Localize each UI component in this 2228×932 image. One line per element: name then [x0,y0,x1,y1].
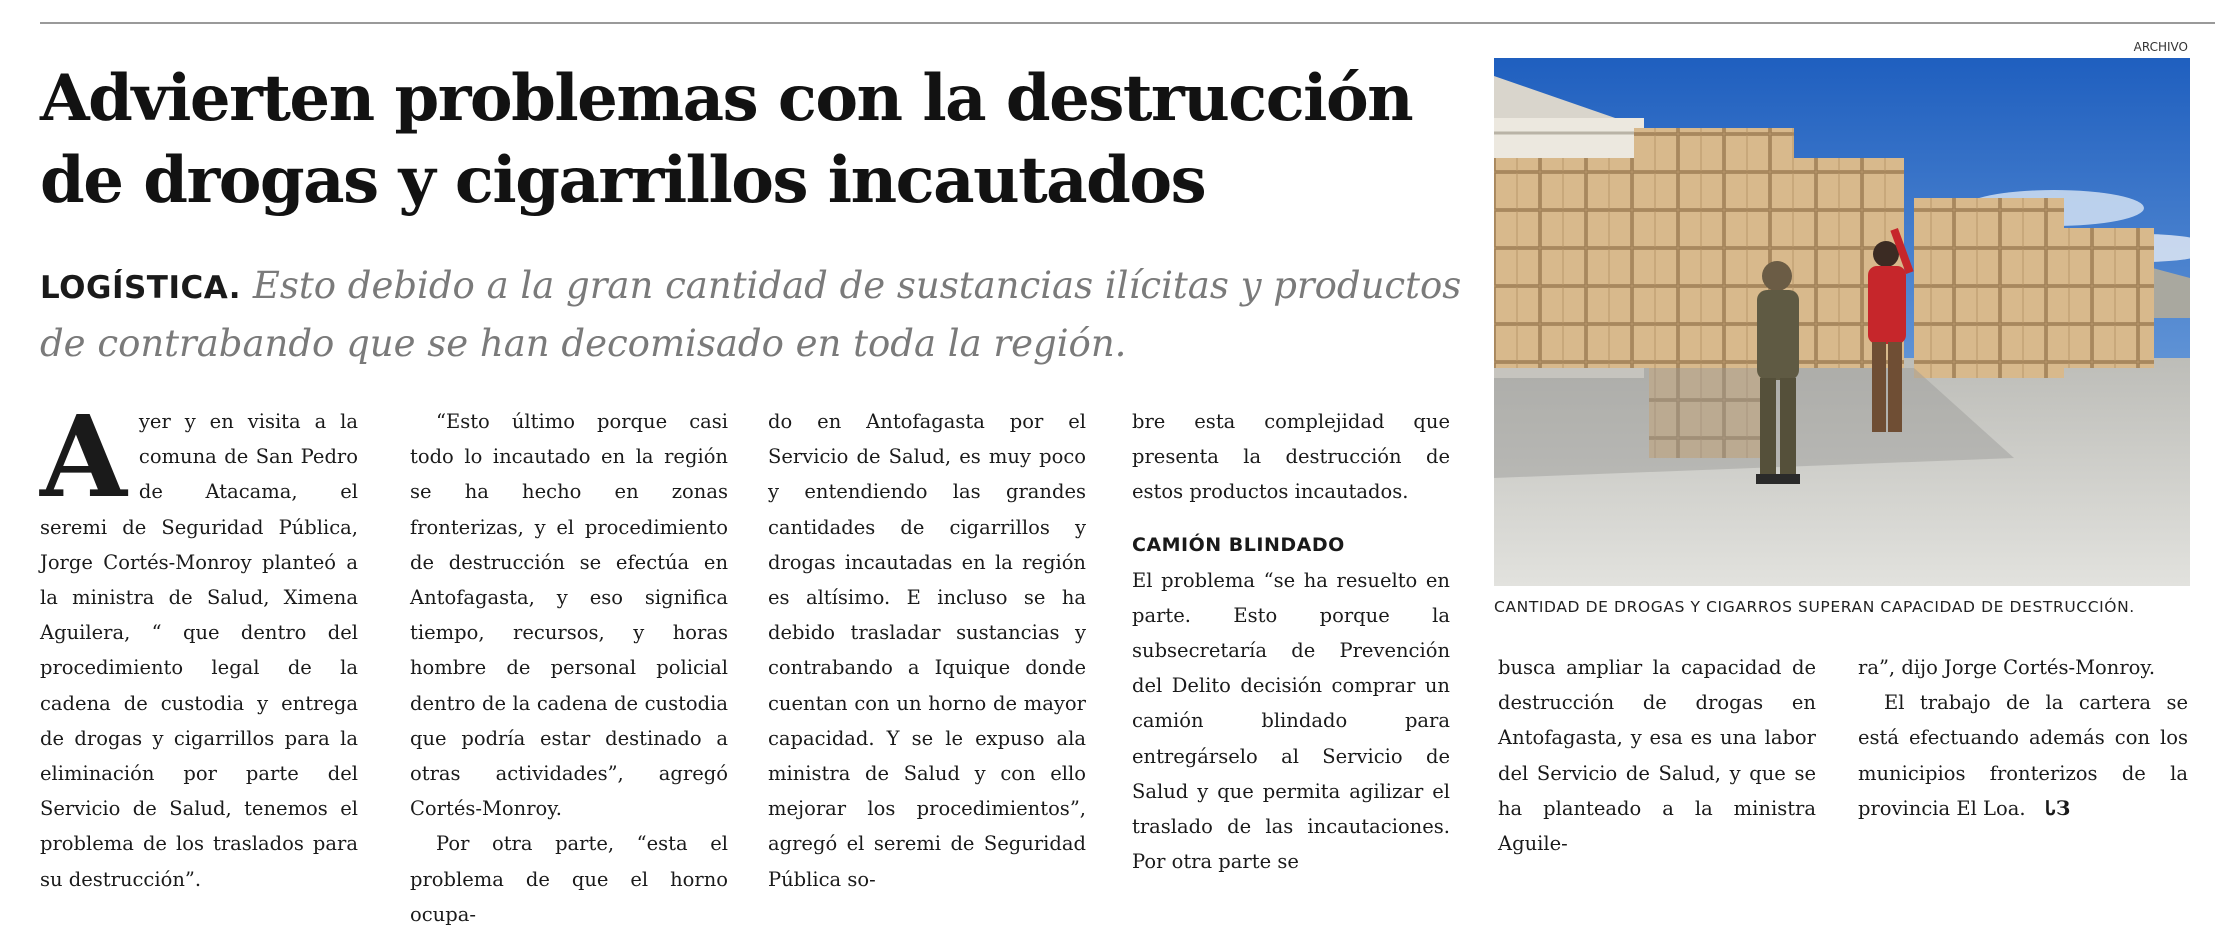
deck [40,258,1480,372]
col4-paragraph-2: El problema “se ha resuelto en parte. Esto porque la subsecretaría de Prevención del Delito decisión comprar un camión blindado para entregárselo al Servicio de Salud y que permita agilizar el traslado de las incautaciones. Por otra parte se [1132,568,1450,874]
dropcap: A [40,392,127,523]
col5-paragraph: busca ampliar la capacidad de destrucción de drogas en Antofagasta, y esa es una labor del Servicio de Salud, y que se ha planteado a la ministra Aguile- [1498,656,1816,856]
col6-paragraph-2 [1858,685,2188,826]
headline [40,58,1460,222]
body-column-6 [1858,650,2188,826]
col1-paragraph: yer y en visita a la comuna de San Pedro de Atacama, el seremi de Seguridad Pública, Jorge Cortés-Monroy planteó a la ministra de Salud, Ximena Aguilera, “ que dentro del procedimiento legal de la cadena de custodia y entrega de drogas y cigarrillos para la eliminación por parte del Servicio de Salud, tenemos el problema de los traslados para su destrucción”. [40,410,358,891]
photo-credit: ARCHIVO [2133,40,2188,54]
col4-paragraph-1: bre esta complejidad que presenta la destrucción de estos productos incautados. [1132,410,1450,504]
headline-line-2: de drogas y cigarrillos incautados [40,143,1206,218]
col6-paragraph-2-text: El trabajo de la cartera se está efectuando además con los municipios fronterizos de la provincia El Loa. [1858,691,2188,820]
top-rule [40,22,2215,24]
end-mark: ᏓЗ [2045,795,2071,820]
body-column-5 [1498,650,1816,861]
col2-paragraph-1: “Esto último porque casi todo lo incautado en la región se ha hecho en zonas fronterizas, y el procedimiento de destrucción se efectúa en Antofagasta, y eso significa tiempo, recursos, y horas hombre de personal policial dentro de la cadena de custodia que podría estar destinado a otras actividades”, agregó Cortés-Monroy. [410,410,728,821]
col6-paragraph-1: ra”, dijo Jorge Cortés-Monroy. [1858,656,2156,679]
body-column-3 [768,404,1086,897]
deck-text: Esto debido a la gran cantidad de sustancias ilícitas y productos de contrabando que se han decomisado en toda la región. [40,264,1462,365]
body-column-1 [40,392,358,897]
body-column-2 [410,404,728,932]
subhead: CAMIÓN BLINDADO [1132,533,1345,556]
headline-line-1: Advierten problemas con la destrucción [40,61,1413,136]
col2-paragraph-2: Por otra parte, “esta el problema de que el horno ocupa- [410,832,728,926]
photo-caption: CANTIDAD DE DROGAS Y CIGARROS SUPERAN CAPACIDAD DE DESTRUCCIÓN. [1494,598,2135,616]
news-photo [1494,58,2190,586]
col3-paragraph: do en Antofagasta por el Servicio de Salud, es muy poco y entendiendo las grandes cantidades de cigarrillos y drogas incautadas en la región es altísimo. E incluso se ha debido trasladar sustancias y contrabando a Iquique donde cuentan con un horno de mayor capacidad. Y se le expuso ala ministra de Salud y con ello mejorar los procedimientos”, agregó el seremi de Seguridad Pública so- [768,410,1086,891]
deck-kicker: LOGÍSTICA. [40,270,242,306]
body-column-4 [1132,404,1450,879]
